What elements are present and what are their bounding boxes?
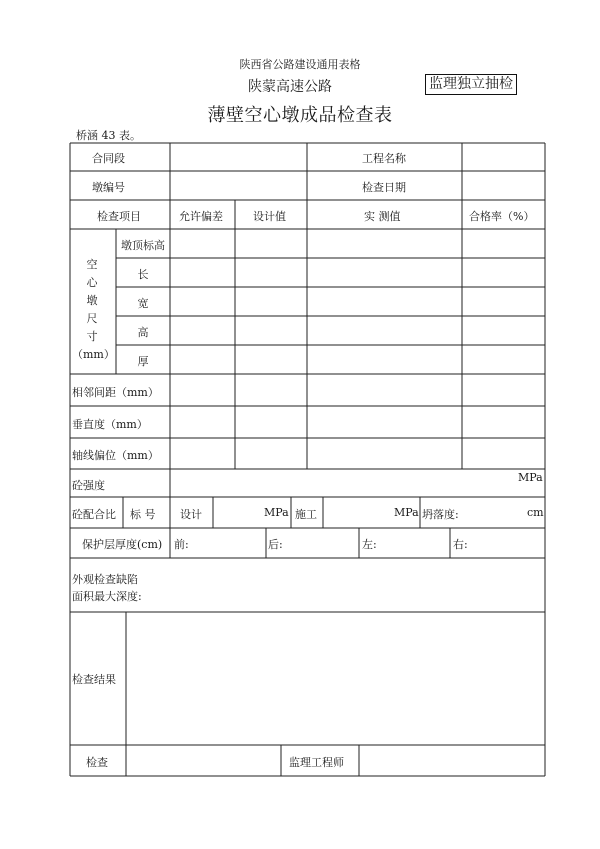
mix-design-unit: MPa xyxy=(264,506,289,519)
strength-unit: MPa xyxy=(518,471,543,484)
check-date-label: 检查日期 xyxy=(362,181,406,194)
col-item-header: 检查项目 xyxy=(97,210,141,223)
road-name: 陕蒙高速公路 xyxy=(248,79,332,95)
dimension-group-label xyxy=(72,256,115,364)
cover-front-label: 前: xyxy=(174,538,189,551)
cover-back-label: 后: xyxy=(268,538,283,551)
dimension-unit: （mm） xyxy=(72,348,115,361)
mix-ratio-label: 砼配合比 xyxy=(72,508,116,521)
col-pass-rate-header: 合格率（%） xyxy=(469,210,535,223)
mix-construction-unit: MPa xyxy=(394,506,419,519)
cover-right-label: 右: xyxy=(453,538,468,551)
item-length: 长 xyxy=(137,268,149,281)
cover-left-label: 左: xyxy=(362,538,377,551)
slump-unit: cm xyxy=(527,506,544,519)
dimension-char: 空 xyxy=(86,258,98,271)
verticality-label: 垂直度（mm） xyxy=(72,418,148,431)
mix-design-label: 设计 xyxy=(180,508,202,521)
pier-no-label: 墩编号 xyxy=(92,181,125,194)
dimension-char: 尺 xyxy=(86,312,98,325)
form-number: 桥涵 43 表。 xyxy=(76,129,141,142)
col-design-header: 设计值 xyxy=(253,210,286,223)
contract-label: 合同段 xyxy=(92,152,125,165)
defect-label-line1: 外观检查缺陷 xyxy=(72,573,138,586)
project-name-label: 工程名称 xyxy=(362,152,406,165)
mix-construction-label: 施工 xyxy=(295,508,317,521)
inspector-label: 检查 xyxy=(86,756,108,769)
supervision-badge: 监理独立抽检 xyxy=(425,74,517,95)
col-tolerance-header: 允许偏差 xyxy=(179,210,223,223)
item-thickness: 厚 xyxy=(137,355,149,368)
inspection-result-label: 检查结果 xyxy=(72,673,116,686)
dimension-char: 墩 xyxy=(86,294,98,307)
item-top-elevation: 墩顶标高 xyxy=(121,239,165,252)
form-title: 薄壁空心墩成品检查表 xyxy=(207,105,393,126)
slump-label: 坍落度: xyxy=(422,508,459,521)
grade-label: 标 号 xyxy=(130,508,156,521)
cover-thickness-label: 保护层厚度(cm) xyxy=(82,538,163,551)
item-height: 高 xyxy=(137,326,149,339)
org-header: 陕西省公路建设通用表格 xyxy=(239,58,361,71)
spacing-label: 相邻间距（mm） xyxy=(72,386,159,399)
supervisor-engineer-label: 监理工程师 xyxy=(289,756,344,769)
concrete-strength-label: 砼强度 xyxy=(72,479,105,492)
item-width: 宽 xyxy=(137,297,149,310)
dimension-char: 寸 xyxy=(86,330,98,343)
col-measured-header: 实 测值 xyxy=(364,210,401,223)
dimension-char: 心 xyxy=(86,276,98,289)
axis-offset-label: 轴线偏位（mm） xyxy=(72,449,159,462)
defect-label-line2: 面积最大深度: xyxy=(72,590,142,603)
